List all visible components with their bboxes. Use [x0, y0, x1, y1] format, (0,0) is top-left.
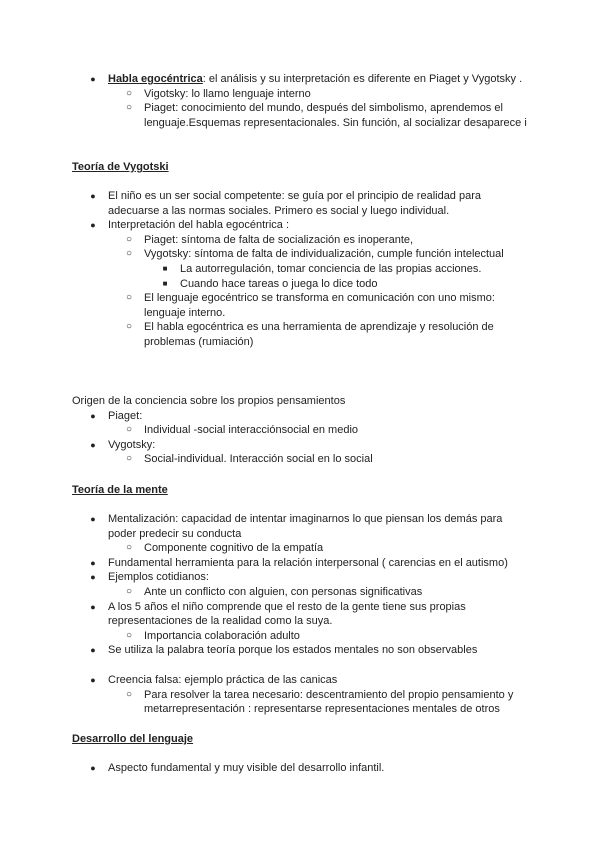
list-item: [72, 688, 532, 717]
list-item-text: Piaget: conocimiento del mundo, después del simbolismo, aprendemos el lenguaje.Esquemas representacionales. Sin función, al socializar desaparece i: [144, 102, 527, 129]
circle-bullet-icon: ○: [125, 688, 133, 700]
section-habla-egocentrica: [72, 72, 532, 130]
list-item-text: Individual -social interacciónsocial en medio: [144, 424, 359, 437]
list-item-text: Fundamental herramienta para la relación interpersonal ( carencias en el autismo): [108, 556, 508, 569]
list-item-text: Componente cognitivo de la empatía: [144, 542, 324, 555]
list-item-text: Cuando hace tareas o juega lo dice todo: [180, 277, 378, 290]
list-item: [72, 438, 532, 453]
circle-bullet-icon: ○: [125, 542, 133, 554]
list-item: [72, 570, 532, 585]
section-teoria-vygotski-list: [72, 189, 532, 350]
list-item-text: Importancia colaboración adulto: [144, 629, 300, 642]
list-item: [72, 262, 532, 277]
list-item: [72, 189, 532, 218]
list-item-text: El niño es un ser social competente: se guía por el principio de realidad para adecuarse a las normas sociales. Primero es social y luego individual.: [108, 190, 482, 217]
list-item-text: Vygotsky:: [108, 438, 156, 451]
square-bullet-icon: ■: [162, 278, 168, 288]
list-item-text: Creencia falsa: ejemplo práctica de las canicas: [108, 674, 338, 686]
list-item: [72, 101, 532, 130]
list-item: [72, 277, 532, 292]
list-item: [72, 291, 532, 320]
list-item: [72, 512, 532, 541]
bullet-icon: ●: [90, 220, 96, 231]
bullet-icon: ●: [90, 514, 96, 524]
list-item-text: Vigotsky: lo llamo lenguaje interno: [144, 87, 311, 100]
section-heading: Teoría de la mente: [72, 484, 168, 496]
list-item-text: Piaget:: [108, 409, 143, 422]
list-item-text: Piaget: síntoma de falta de socialización es inoperante,: [144, 233, 414, 246]
list-item-text: Ejemplos cotidianos:: [108, 571, 209, 584]
list-item: [72, 218, 532, 233]
list-item: [72, 629, 532, 644]
section-teoria-mente-list: [72, 512, 532, 658]
circle-bullet-icon: ○: [125, 453, 133, 465]
list-item-text: Se utiliza la palabra teoría porque los estados mentales no son observables: [108, 644, 478, 657]
list-item-text: Para resolver la tarea necesario: descentramiento del propio pensamiento y metarrepresentación : representarse representaciones mentales de otros: [144, 688, 514, 716]
section-heading: Desarrollo del lenguaje: [72, 733, 194, 745]
circle-bullet-icon: ○: [125, 248, 133, 260]
circle-bullet-icon: ○: [125, 233, 133, 245]
circle-bullet-icon: ○: [125, 585, 133, 597]
bullet-icon: ●: [90, 645, 96, 656]
list-item-text: Ante un conflicto con alguien, con personas significativas: [144, 585, 423, 598]
circle-bullet-icon: ○: [125, 102, 133, 114]
bullet-icon: ●: [90, 439, 96, 450]
list-item-text: A los 5 años el niño comprende que el resto de la gente tiene sus propias representaciones de la realidad como la suya.: [108, 600, 466, 628]
list-item: [72, 233, 532, 248]
list-item: [72, 600, 532, 629]
bullet-icon: ●: [90, 410, 96, 421]
list-item-text: Aspecto fundamental y muy visible del desarrollo infantil.: [108, 762, 385, 774]
list-item-text: Vygotsky: síntoma de falta de individualización, cumple función intelectual: [144, 248, 504, 261]
bullet-icon: ●: [90, 675, 96, 685]
term-habla-egocentrica: Habla egocéntrica: [108, 73, 203, 85]
list-item: [72, 761, 532, 776]
section-desarrollo-lenguaje: [72, 732, 532, 747]
section-origen-conciencia: [72, 394, 532, 467]
list-item: [72, 643, 532, 658]
section-teoria-vygotski: [72, 160, 532, 175]
bullet-icon: ●: [90, 601, 96, 612]
list-item: [72, 409, 532, 424]
circle-bullet-icon: ○: [125, 424, 133, 436]
list-item: [72, 452, 532, 467]
bullet-icon: ●: [90, 74, 96, 84]
list-item: [72, 556, 532, 571]
section-creencia-falsa: [72, 673, 532, 717]
list-item: [72, 87, 532, 102]
bullet-icon: ●: [90, 572, 96, 583]
circle-bullet-icon: ○: [125, 629, 133, 641]
list-item: [72, 247, 532, 262]
circle-bullet-icon: ○: [125, 87, 133, 99]
bullet-icon: ●: [90, 557, 96, 568]
section-teoria-mente: [72, 483, 532, 498]
list-item-text: Mentalización: capacidad de intentar imaginarnos lo que piensan los demás para poder predecir su conducta: [108, 513, 503, 540]
section-heading: Teoría de Vygotski: [72, 161, 169, 173]
list-item-text: La autorregulación, tomar conciencia de las propias acciones.: [180, 262, 482, 275]
bullet-icon: ●: [90, 763, 96, 773]
list-item-text: Social-individual. Interacción social en lo social: [144, 453, 373, 466]
list-item: [72, 72, 532, 87]
list-item: [72, 673, 532, 688]
section-desarrollo-lenguaje-list: [72, 761, 532, 776]
list-item-text: Interpretación del habla egocéntrica :: [108, 219, 290, 232]
circle-bullet-icon: ○: [125, 292, 133, 304]
list-item: [72, 585, 532, 600]
circle-bullet-icon: ○: [125, 321, 133, 333]
list-item-text: El habla egocéntrica es una herramienta de aprendizaje y resolución de problemas (rumiación): [144, 321, 494, 348]
list-item: [72, 423, 532, 438]
bullet-icon: ●: [90, 191, 96, 201]
list-item-text: : el análisis y su interpretación es diferente en Piaget y Vygotsky .: [202, 73, 523, 85]
paragraph: Origen de la conciencia sobre los propios pensamientos: [72, 395, 346, 407]
list-item: [72, 541, 532, 556]
square-bullet-icon: ■: [162, 263, 168, 273]
list-item: [72, 320, 532, 349]
list-item-text: El lenguaje egocéntrico se transforma en comunicación con uno mismo: lenguaje interno.: [144, 292, 495, 319]
